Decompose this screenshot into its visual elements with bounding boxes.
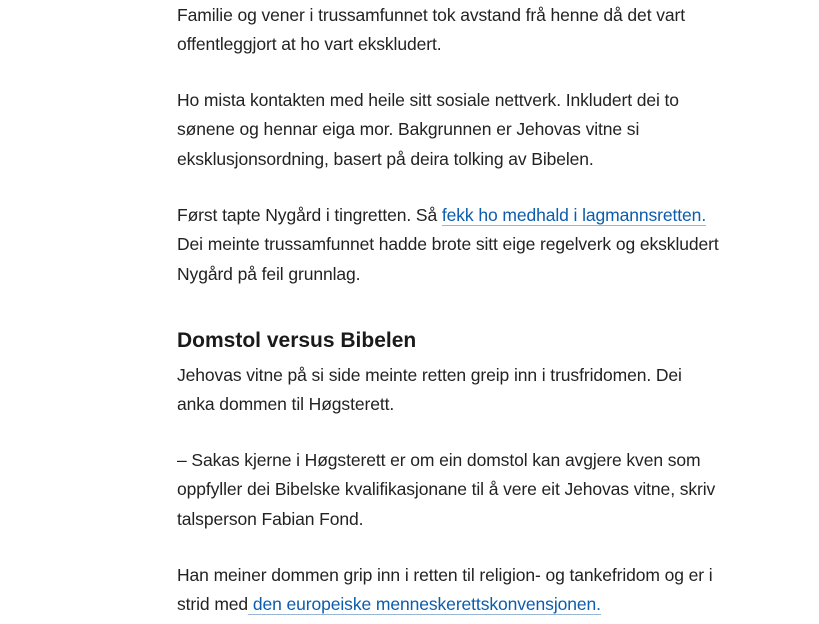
section-heading: Domstol versus Bibelen (177, 329, 417, 352)
paragraph-text: Først tapte Nygård i tingretten. Så (177, 205, 442, 225)
paragraph: Jehovas vitne på si side meinte retten greip inn i trusfridomen. Dei anka dommen til Høgsterett. (177, 365, 682, 415)
paragraph: Familie og vener i trussamfunnet tok avstand frå henne då det vart offentleggjort at ho vart ekskludert. (177, 5, 685, 55)
paragraph-with-link (177, 561, 722, 620)
lagmannsretten-link[interactable]: fekk ho medhald i lagmannsretten. (441, 205, 707, 225)
paragraph-text: Dei meinte trussamfunnet hadde brote sitt eige regelverk og ekskludert Nygård på feil grunnlag. (177, 234, 719, 284)
paragraph-with-link (177, 201, 722, 289)
paragraph: Ho mista kontakten med heile sitt sosiale nettverk. Inkludert dei to sønene og hennar eiga mor. Bakgrunnen er Jehovas vitne si eksklusjonsordning, basert på deira tolking av Bibelen. (177, 90, 679, 169)
menneskerettskonvensjonen-link[interactable]: den europeiske menneskerettskonvensjonen. (248, 594, 601, 615)
paragraph-text: Han meiner dommen grip inn i retten til religion- og tankefridom og er i strid med (177, 565, 713, 615)
quote-paragraph: – Sakas kjerne i Høgsterett er om ein domstol kan avgjere kven som oppfyller dei Bibelske kvalifikasjonane til å vere eit Jehovas vitne, skriv talsperson Fabian Fond. (177, 450, 716, 529)
